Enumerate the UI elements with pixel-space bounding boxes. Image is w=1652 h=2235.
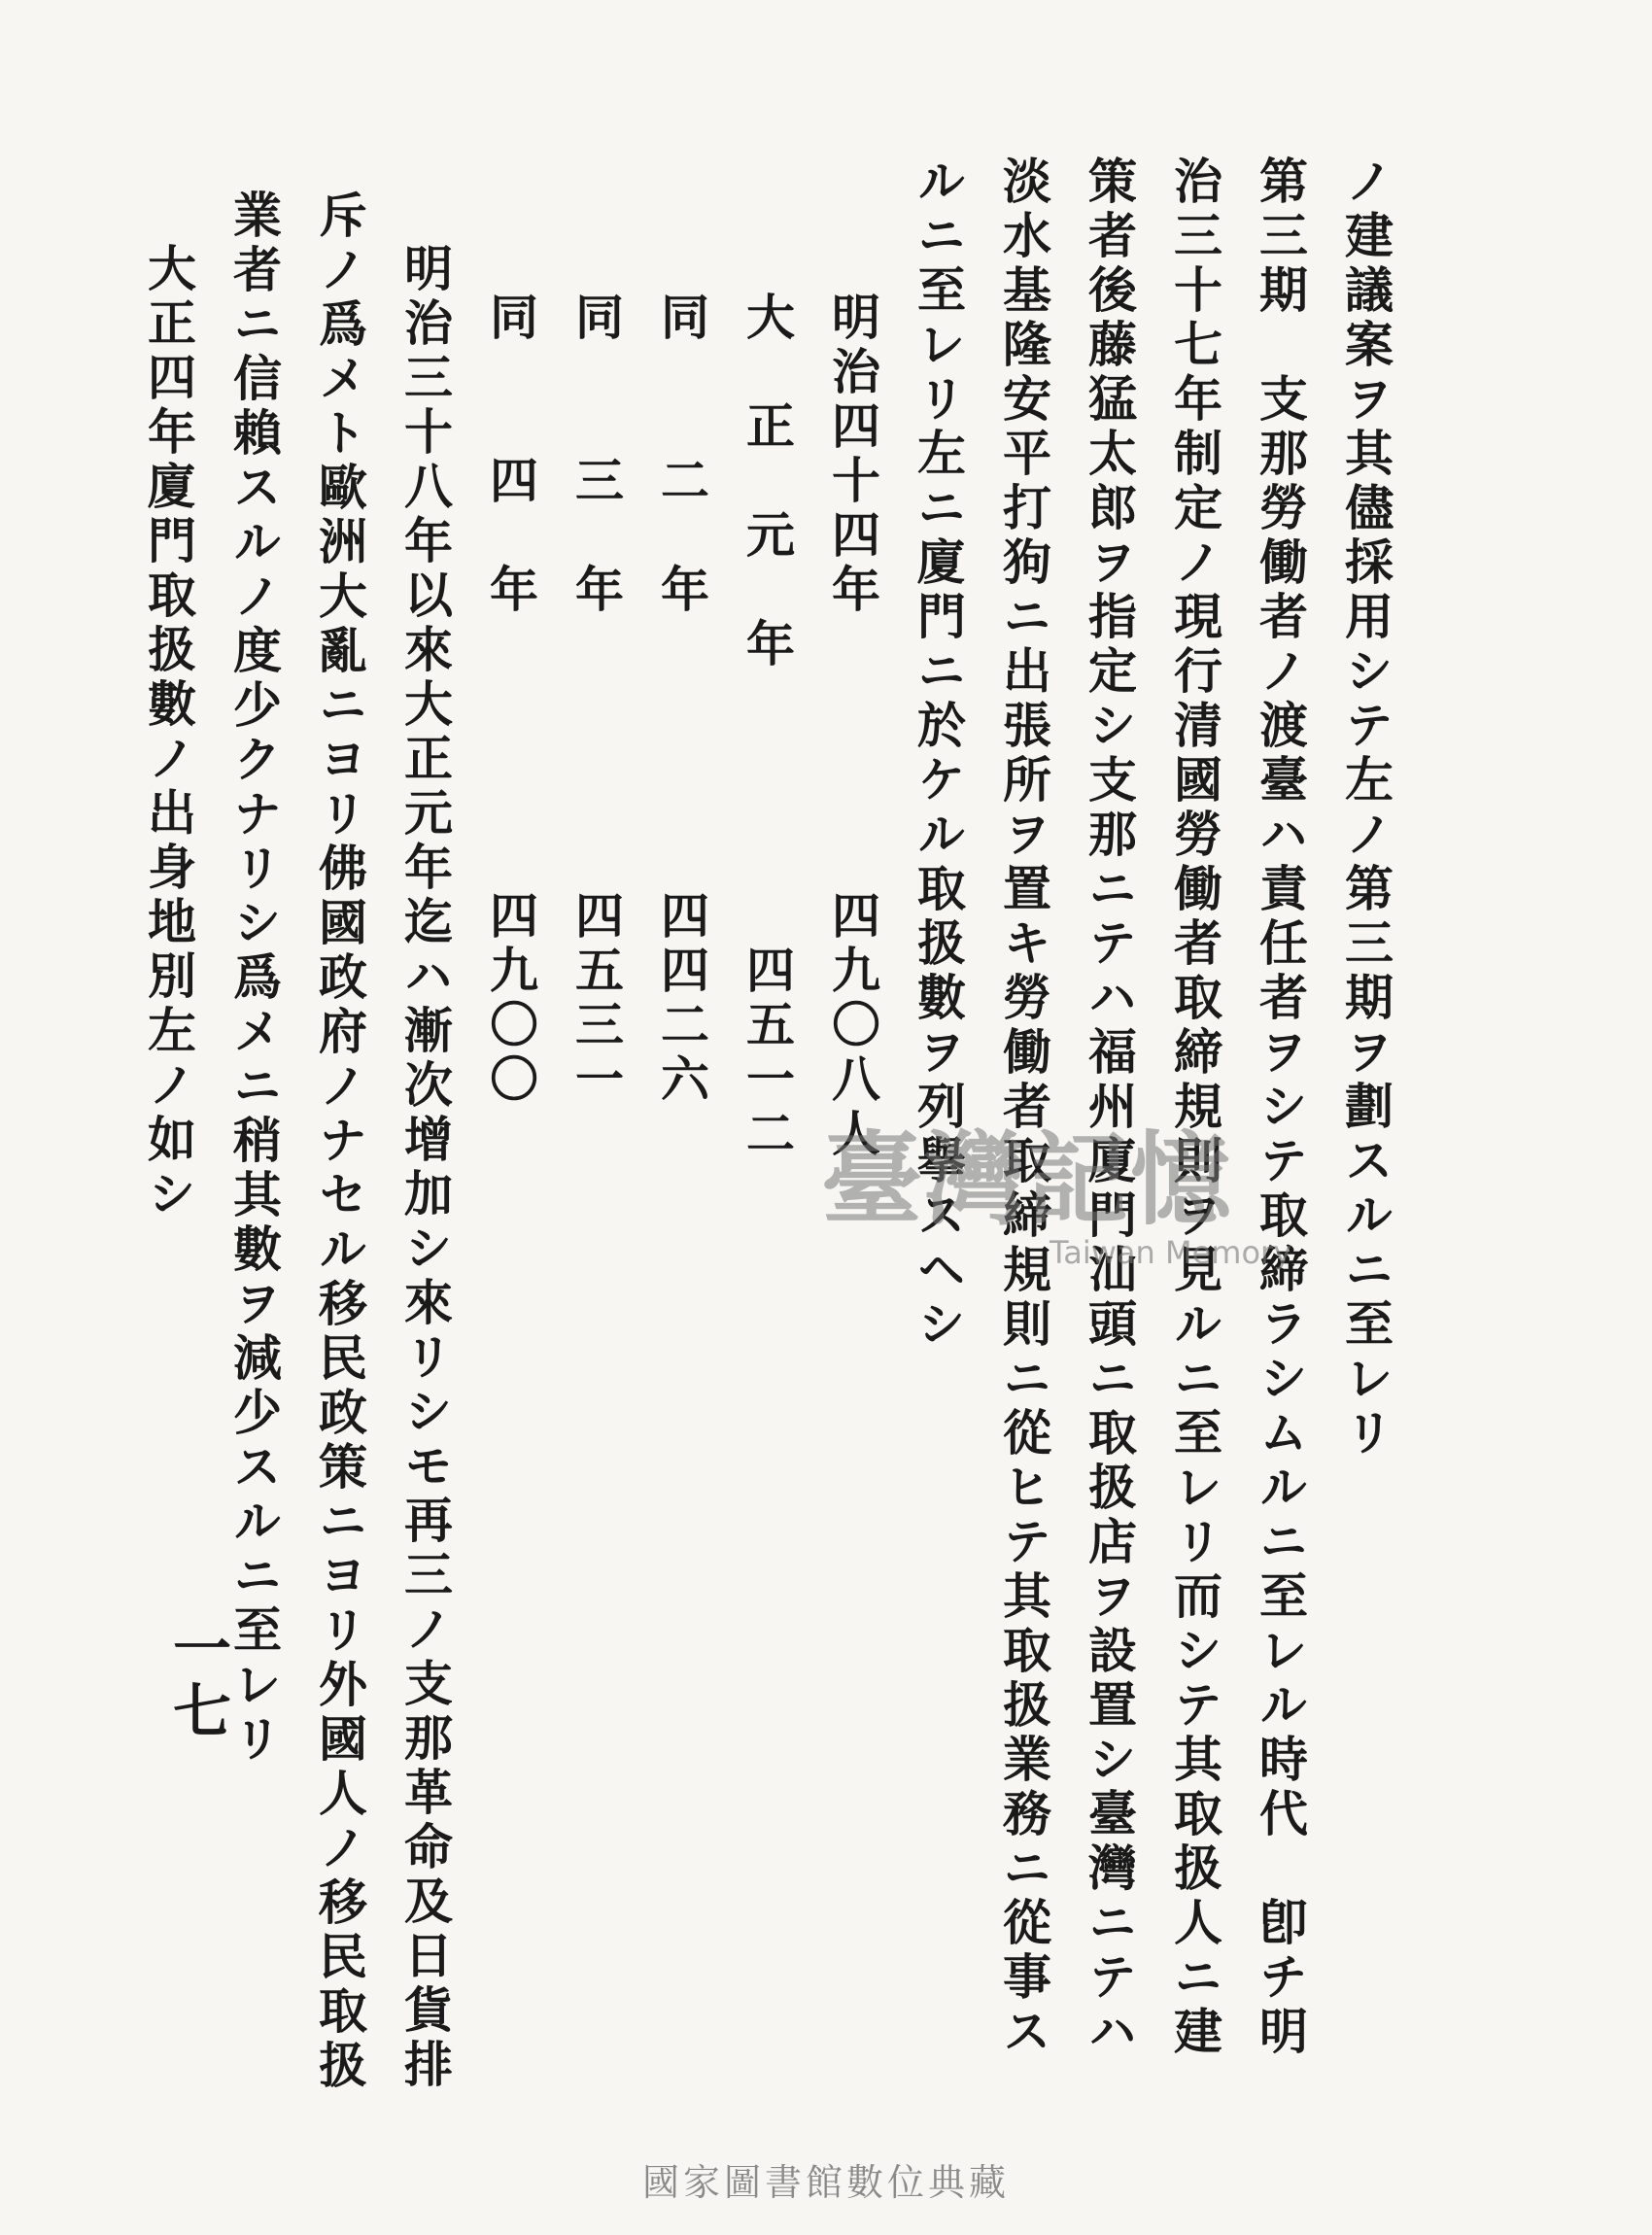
text-column-10: 大正四年廈門取扱數ノ出身地別左ノ如シ [140,243,197,1222]
watermark-logo: 臺灣記憶 [821,1119,1234,1239]
table-row-3: 同 二 年 四四二六 [653,292,710,1108]
watermark-subtitle: Taiwan Memory [1050,1234,1292,1271]
table-row-4: 同 三 年 四五三一 [568,292,625,1108]
text-column-7: 明治三十八年以來大正元年迄ハ漸次增加シ來リシモ再三ノ支那革命及日貨排 [396,243,454,2093]
page-number: 一七 [163,1618,231,1742]
text-column-3: 治三十七年制定ノ現行清國勞働者取締規則ヲ見ルニ至レリ而シテ其取扱人ニ建 [1166,155,1223,2060]
footer-caption: 國家圖書館數位典藏 [641,2161,1010,2204]
text-column-4: 策者後藤猛太郎ヲ指定シ支那ニテハ福州廈門汕頭ニ取扱店ヲ設置シ臺灣ニテハ [1081,155,1138,2060]
table-row-2: 大 正 元 年 四五一二 [739,292,796,1162]
table-row-1: 明治四十四年 四九〇八人 [824,292,881,1162]
text-column-2: 第三期 支那勞働者ノ渡臺ハ責任者ヲシテ取締ラシムルニ至レル時代 卽チ明 [1252,155,1309,2060]
text-column-6: ルニ至レリ左ニ廈門ニ於ケル取扱數ヲ列擧スヘシ [910,155,967,1353]
text-column-1: ノ建議案ヲ其儘採用シテ左ノ第三期ヲ劃スルニ至レリ [1337,155,1394,1461]
text-column-5: 淡水基隆安平打狗ニ出張所ヲ置キ勞働者取締規則ニ從ヒテ其取扱業務ニ從事ス [995,155,1052,2060]
text-column-8: 斥ノ爲メト歐洲大亂ニヨリ佛國政府ノナセル移民政策ニヨリ外國人ノ移民取扱 [311,189,368,2094]
text-column-9: 業者ニ信賴スルノ度少クナリシ爲メニ稍其數ヲ減少スルニ至レリ [225,189,283,1768]
table-row-5: 同 四 年 四九〇〇 [482,292,539,1108]
